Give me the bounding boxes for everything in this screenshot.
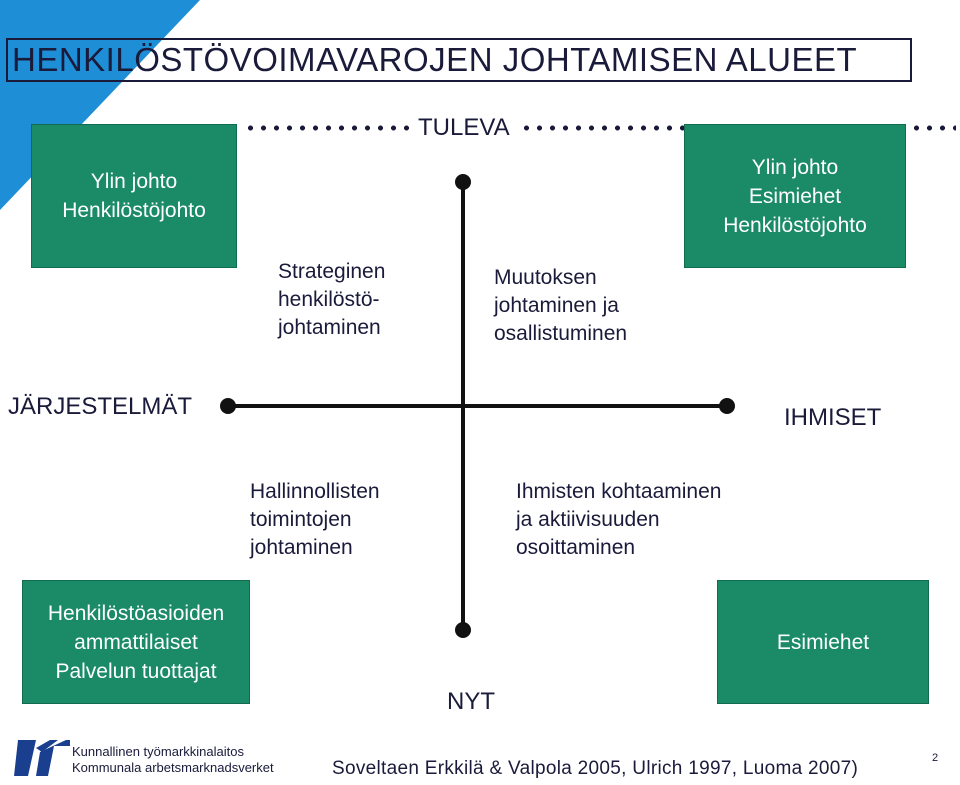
role-box-bottom-left	[22, 580, 250, 704]
axis-dot-bottom	[455, 622, 471, 638]
axis-label-top: TULEVA	[418, 114, 510, 141]
role-box-line: Henkilöstöjohto	[62, 199, 206, 222]
page-title: HENKILÖSTÖVOIMAVAROJEN JOHTAMISEN ALUEET	[6, 38, 912, 82]
quadrant-text-top-left: Strateginen henkilöstö- johtaminen	[278, 260, 386, 339]
role-box-top-left	[31, 124, 237, 268]
role-box-bottom-right	[717, 580, 929, 704]
role-box-line: Henkilöstöasioiden	[47, 601, 225, 625]
role-box-line: Henkilöstöjohto	[723, 213, 867, 237]
role-box-line: Palvelun tuottajat	[55, 659, 217, 683]
role-box-line: Ylin johto	[90, 170, 178, 193]
role-box-line: Esimiehet	[776, 630, 870, 654]
role-box-line: Ylin johto	[751, 155, 839, 179]
quadrant-text-bottom-left: Hallinnollisten toimintojen johtaminen	[250, 480, 380, 559]
organization-name-sv: Kommunala arbetsmarknadsverket	[72, 760, 274, 775]
role-box-line: ammattilaiset	[74, 630, 198, 654]
axis-label-right: IHMISET	[784, 404, 882, 431]
axis-dot-left	[220, 398, 236, 414]
quadrant-text-top-right: Muutoksen johtaminen ja osallistuminen	[494, 266, 628, 345]
page-number: 2	[932, 752, 939, 764]
organization-name	[72, 744, 274, 776]
organization-name-fi: Kunnallinen työmarkkinalaitos	[72, 744, 244, 759]
role-box-top-right	[684, 124, 906, 268]
axis-label-bottom: NYT	[447, 688, 495, 715]
axis-dot-right	[719, 398, 735, 414]
kt-logo-icon	[14, 738, 70, 778]
role-box-line: Esimiehet	[748, 184, 842, 208]
quadrant-text-bottom-right: Ihmisten kohtaaminen ja aktiivisuuden osoittaminen	[516, 480, 722, 559]
axis-dot-top	[455, 174, 471, 190]
axis-label-left: JÄRJESTELMÄT	[8, 393, 193, 420]
source-citation: Soveltaen Erkkilä & Valpola 2005, Ulrich 1997, Luoma 2007)	[332, 758, 859, 779]
